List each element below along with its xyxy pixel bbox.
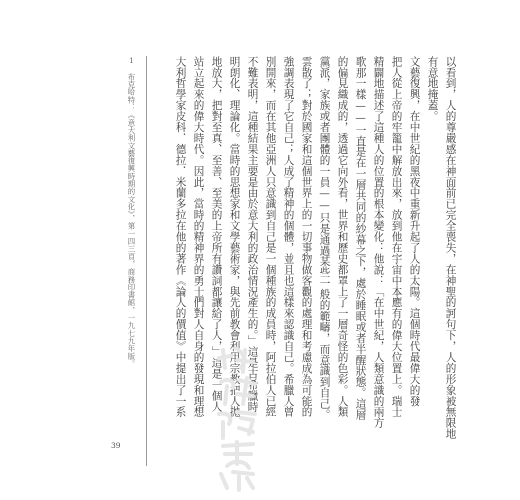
footnote-rule xyxy=(146,56,147,466)
text-column: 精闢地描述了這種人的位置的根本變化：他說：「在中世紀，人類意識的兩方 xyxy=(372,56,385,429)
text-column: 把人從上帝的牢籠中解放出來，放到他在宇宙中本應有的偉大位置上。瑞士 xyxy=(390,56,403,418)
text-column: 站立起來的偉大時代。因此，當時的精神界的勇士們對人自身的發現和理想 xyxy=(192,56,205,418)
text-column: 強調表現了它自己；人成了精神的個體，並且也這樣來認識自己。希臘人曾 xyxy=(282,56,295,418)
text-column: 雲散了；對於國家和這個世界上的一切事物做客觀的處理和考慮成為可能的 xyxy=(300,56,313,418)
text-column: 有意地掩蓋。 xyxy=(426,56,439,122)
text-column: 文藝復興，在中世紀的黑夜中重新升起了人的太陽。這個時代最偉大的發 xyxy=(408,56,421,407)
text-column: 別開來，而在其他亞洲人只意識到自己是一個種族的成員時，阿拉伯人已經 xyxy=(264,56,277,418)
text-column: 的偏見織成的，透過它向外看，世界和歷史都罩上了一層奇怪的色彩。人類 xyxy=(336,56,349,418)
footnote: 1 布克哈特：《意大利文藝復興時期的文化》，第一四三頁，商務印書館，一九七九年版。 xyxy=(127,56,136,368)
text-column: 以看到，人的尊嚴感在神面前已完全喪失，在神聖的訶句下，人的形象被無限地 xyxy=(444,56,457,440)
calligraphy-watermark xyxy=(213,342,263,492)
text-column: 明朗化、理論化。當時的思想家和文學藝術家，與先前教會利用宗教把人拋 xyxy=(228,56,241,418)
text-column: 大利哲學家皮科．德拉．米蘭多拉在他的著作《論人的價值》中提出了一系 xyxy=(174,56,187,418)
page-number: 39 xyxy=(111,441,121,450)
text-column: 黨派，家族或者團體的一員——只是通過某些一般的範疇，而意識到自己。 xyxy=(318,56,331,421)
text-column: 不難表明，這種結果主要是由於意大利的政治情況產生的。」這是古希臘時 xyxy=(246,56,259,413)
text-column: 地放大，把對至真、至善、至美的上帝所有讚詞都讓給了人，」這是一個人 xyxy=(210,56,223,413)
text-column: 歌那一樣——一直是在一層共同的紗幕之下，處於睡眠或者半醒狀態。這層 xyxy=(354,56,367,421)
